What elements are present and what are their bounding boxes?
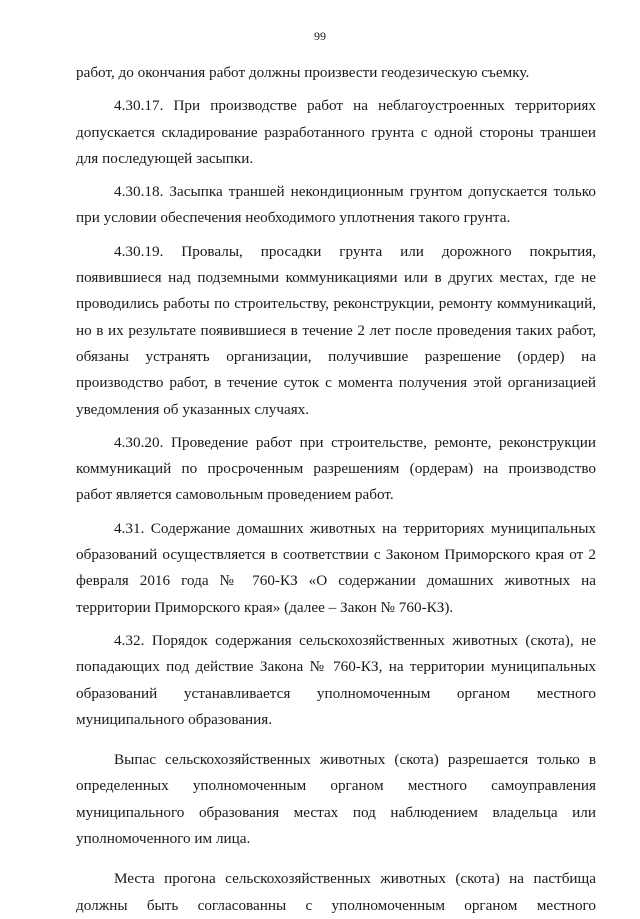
paragraph-4-30-18: 4.30.18. Засыпка траншей некондиционным грунтом допускается только при условии обеспечения необходимого уплотнения такого грунта. (76, 183, 596, 227)
page-number: 99 (314, 29, 326, 43)
paragraph-4-32: 4.32. Порядок содержания сельскохозяйственных животных (скота), не попадающих под действие Закона № 760-КЗ, на территории муниципальных образований устанавливается уполномоченным органом местного муниципального образования. (76, 631, 596, 728)
paragraph-grazing: Выпас сельскохозяйственных животных (скота) разрешается только в определенных уполномоченным органом местного самоуправления муниципального образования местах под наблюдением владельца или уполномоченного им лица. (76, 751, 596, 848)
paragraph-driving-routes: Места прогона сельскохозяйственных животных (скота) на пастбища должны быть согласованны с уполномоченным органом местного (76, 870, 596, 914)
paragraph-4-30-17: 4.30.17. При производстве работ на неблагоустроенных территориях допускается складирование разработанного грунта с одной стороны траншеи для последующей засыпки. (76, 97, 596, 167)
paragraph-4-30-20: 4.30.20. Проведение работ при строительстве, ремонте, реконструкции коммуникаций по просроченным разрешениям (ордерам) на производство работ является самовольным проведением работ. (76, 433, 596, 504)
paragraph-4-31: 4.31. Содержание домашних животных на территориях муниципальных образований осуществляется в соответствии с Законом Приморского края от 2 февраля 2016 года № 760-КЗ «О содержании домашних животных на территории Приморского края» (далее – Закон № 760-КЗ). (76, 519, 596, 616)
paragraph-continuation: работ, до окончания работ должны произвести геодезическую съемку. (76, 64, 530, 81)
paragraph-4-30-19: 4.30.19. Провалы, просадки грунта или дорожного покрытия, появившиеся над подземными коммуникациями или в других местах, где не проводились работы по строительству, реконструкции, ремонту коммуникаций, но в их результате появившиеся в течение 2 лет после проведения таких работ, обязаны устранять организации, получившие разрешение (ордер) на производство работ, в течение суток с момента получения этой организацией уведомления об указанных случаях. (76, 242, 596, 418)
document-body (76, 60, 596, 919)
